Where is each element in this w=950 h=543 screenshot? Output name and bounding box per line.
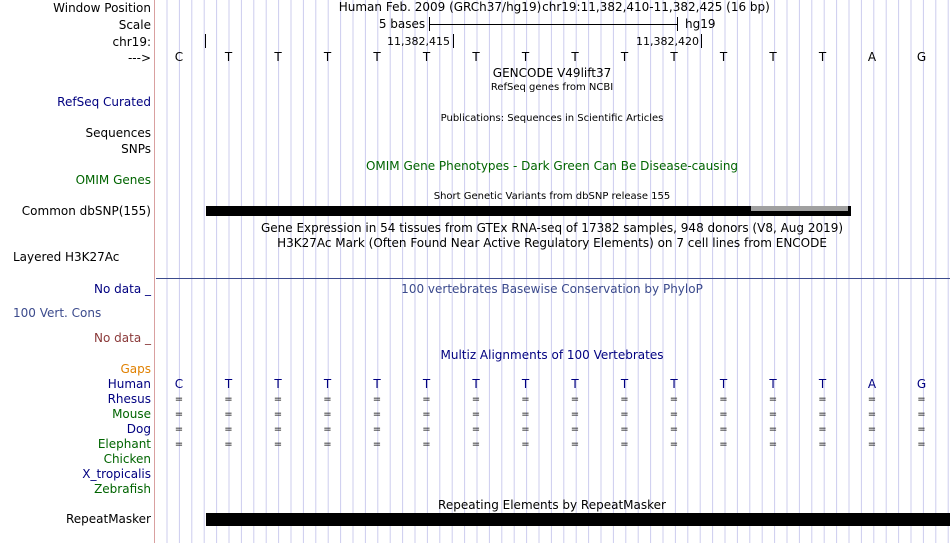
refseq-track-label[interactable]: RefSeq Curated (57, 95, 151, 109)
alignment-cell: T (373, 377, 381, 391)
sequence-base: T (521, 50, 530, 64)
coord-label-2: 11,382,420 (636, 35, 699, 48)
alignment-cell: = (570, 394, 580, 405)
sequence-base: T (818, 50, 827, 64)
sequence-base: T (769, 50, 777, 64)
sequence-base: T (472, 50, 480, 64)
alignment-cell: = (372, 424, 382, 435)
alignment-cell: T (274, 377, 282, 391)
strand-label: ---> (127, 51, 151, 65)
sequence-base: T (373, 50, 381, 64)
coord-label-1: 11,382,415 (387, 35, 450, 48)
alignment-cell: = (174, 394, 184, 405)
species-label-zebrafish: Zebrafish (94, 482, 151, 496)
alignment-cell: = (867, 439, 877, 450)
sequences-track-label[interactable]: Sequences (85, 126, 151, 140)
alignment-cell: T (472, 377, 480, 391)
alignment-cell: = (768, 409, 778, 420)
sequence-base: T (274, 50, 282, 64)
alignment-cell: T (571, 377, 579, 391)
dbsnp-feature-highlight (751, 206, 848, 211)
publications-track-title: Publications: Sequences in Scientific Articles (440, 113, 664, 124)
alignment-cell: = (570, 409, 580, 420)
alignment-cell: T (620, 377, 629, 391)
ruler-tick (453, 34, 454, 48)
repeatmasker-track-title: Repeating Elements by RepeatMasker (438, 498, 666, 512)
alignment-cell: = (273, 409, 283, 420)
alignment-cell: = (372, 439, 382, 450)
alignment-cell: = (768, 424, 778, 435)
phylop-track-title: 100 vertebrates Basewise Conservation by PhyloP (401, 282, 703, 296)
ruler-tick (205, 34, 206, 48)
alignment-cell: T (719, 377, 728, 391)
scale-tick-right (677, 17, 678, 31)
alignment-cell: A (867, 377, 877, 391)
alignment-cell: = (818, 394, 827, 405)
alignment-cell: = (422, 394, 431, 405)
alignment-cell: = (669, 439, 679, 450)
alignment-cell: = (273, 439, 283, 450)
sequence-base: T (670, 50, 678, 64)
alignment-cell: = (719, 409, 728, 420)
alignment-cell: = (719, 394, 728, 405)
alignment-cell: = (224, 409, 233, 420)
alignment-cell: = (323, 439, 332, 450)
label-divider (154, 0, 155, 543)
alignment-cell: = (620, 394, 629, 405)
sequence-base: T (422, 50, 431, 64)
alignment-cell: T (422, 377, 431, 391)
alignment-cell: = (768, 439, 778, 450)
repeatmasker-feature-bar[interactable] (206, 513, 950, 526)
h3k27ac-track-label[interactable]: Layered H3K27Ac (13, 250, 120, 264)
vert-cons-track-label[interactable]: 100 Vert. Cons (13, 306, 102, 320)
omim-track-title: OMIM Gene Phenotypes - Dark Green Can Be Disease-causing (365, 159, 739, 173)
scale-bar (429, 24, 677, 25)
alignment-cell: = (768, 394, 778, 405)
alignment-cell: = (867, 394, 877, 405)
alignment-cell: = (372, 394, 382, 405)
alignment-cell: = (669, 424, 679, 435)
window-position-label: Window Position (53, 1, 151, 15)
alignment-cell: = (323, 394, 332, 405)
alignment-cell: G (916, 377, 927, 391)
alignment-cell: = (471, 424, 481, 435)
window-position: chr19:11,382,410-11,382,425 (16 bp) (542, 0, 770, 14)
alignment-cell: = (867, 424, 877, 435)
gaps-label: Gaps (120, 362, 151, 376)
sequence-base: T (323, 50, 332, 64)
alignment-cell: = (917, 439, 926, 450)
species-label-mouse: Mouse (112, 407, 151, 421)
alignment-cell: = (323, 409, 332, 420)
alignment-cell: = (174, 409, 184, 420)
multiz-track-title: Multiz Alignments of 100 Vertebrates (440, 348, 664, 362)
sequence-base: T (620, 50, 629, 64)
chrom-label: chr19: (112, 35, 151, 49)
alignment-cell: = (422, 424, 431, 435)
alignment-cell: T (521, 377, 530, 391)
dbsnp-track-label[interactable]: Common dbSNP(155) (21, 204, 151, 218)
alignment-cell: = (521, 424, 530, 435)
alignment-cell: = (669, 394, 679, 405)
refseq-track-subtitle: RefSeq genes from NCBI (490, 82, 614, 93)
dbsnp-track-title: Short Genetic Variants from dbSNP release 155 (433, 191, 671, 202)
alignment-cell: = (570, 439, 580, 450)
sequence-base: T (719, 50, 728, 64)
species-label-rhesus: Rhesus (107, 392, 151, 406)
alignment-cell: = (471, 409, 481, 420)
species-label-x-tropicalis: X_tropicalis (82, 467, 151, 481)
alignment-cell: = (867, 409, 877, 420)
sequence-base: T (224, 50, 233, 64)
snps-track-label[interactable]: SNPs (121, 142, 151, 156)
alignment-cell: = (174, 439, 184, 450)
alignment-cell: = (372, 409, 382, 420)
alignment-cell: = (719, 439, 728, 450)
no-data-bottom: No data _ (94, 331, 151, 345)
alignment-cell: = (273, 394, 283, 405)
species-label-chicken: Chicken (103, 452, 151, 466)
species-label-dog: Dog (126, 422, 151, 436)
alignment-cell: = (521, 394, 530, 405)
alignment-cell: T (670, 377, 678, 391)
alignment-cell: = (521, 439, 530, 450)
alignment-cell: = (719, 424, 728, 435)
alignment-cell: = (521, 409, 530, 420)
alignment-cell: = (818, 424, 827, 435)
alignment-cell: = (620, 424, 629, 435)
alignment-cell: = (917, 424, 926, 435)
repeatmasker-track-label[interactable]: RepeatMasker (65, 512, 151, 526)
alignment-cell: = (224, 424, 233, 435)
gencode-track-title[interactable]: GENCODE V49lift37 (492, 66, 612, 80)
alignment-cell: = (224, 394, 233, 405)
alignment-cell: = (818, 409, 827, 420)
alignment-cell: = (422, 409, 431, 420)
alignment-cell: = (917, 394, 926, 405)
assembly-title: Human Feb. 2009 (GRCh37/hg19) (338, 0, 542, 14)
alignment-cell: = (669, 409, 679, 420)
alignment-cell: = (224, 439, 233, 450)
alignment-cell: = (570, 424, 580, 435)
sequence-base: A (867, 50, 877, 64)
alignment-cell: = (917, 409, 926, 420)
alignment-cell: T (769, 377, 777, 391)
scale-db-label: hg19 (685, 17, 716, 31)
alignment-cell: = (620, 409, 629, 420)
alignment-cell: T (818, 377, 827, 391)
scale-label: Scale (118, 18, 151, 32)
sequence-base: G (916, 50, 927, 64)
ruler-tick (701, 34, 702, 48)
sequence-base: T (571, 50, 579, 64)
alignment-cell: T (224, 377, 233, 391)
track-label-column (0, 0, 153, 543)
alignment-cell: = (471, 439, 481, 450)
alignment-cell: = (818, 439, 827, 450)
alignment-cell: = (273, 424, 283, 435)
omim-track-label[interactable]: OMIM Genes (75, 173, 151, 187)
species-label-human: Human (107, 377, 151, 391)
sequence-base: C (174, 50, 184, 64)
alignment-cell: = (323, 424, 332, 435)
dbsnp-feature-bar[interactable] (206, 206, 851, 216)
alignment-cell: = (620, 439, 629, 450)
gtex-track-title: Gene Expression in 54 tissues from GTEx RNA-seq of 17382 samples, 948 donors (V8, Aug 2019) (260, 221, 844, 235)
alignment-cell: C (174, 377, 184, 391)
no-data-top: No data _ (94, 282, 151, 296)
alignment-cell: = (422, 439, 431, 450)
alignment-cell: T (323, 377, 332, 391)
species-label-elephant: Elephant (97, 437, 151, 451)
conservation-baseline (156, 278, 950, 279)
h3k27ac-track-title: H3K27Ac Mark (Often Found Near Active Regulatory Elements) on 7 cell lines from ENCODE (277, 236, 827, 250)
scale-bases-label: 5 bases (378, 17, 426, 31)
alignment-cell: = (174, 424, 184, 435)
alignment-cell: = (471, 394, 481, 405)
